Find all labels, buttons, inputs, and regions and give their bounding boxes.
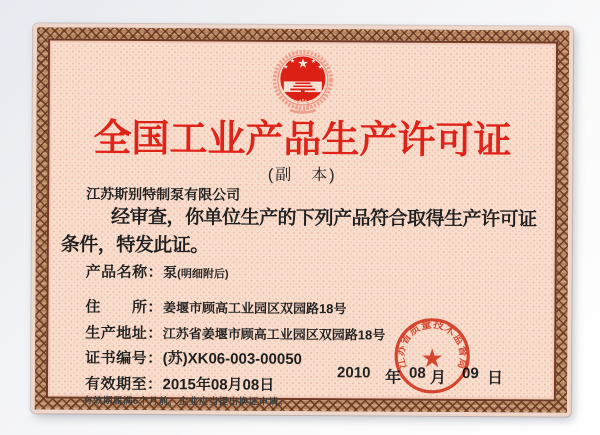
svg-text:江苏省质量技术监督局 <box>394 317 471 371</box>
issue-day: 09 <box>462 364 479 383</box>
seal-text: 江苏省质量技术监督局 <box>394 318 470 371</box>
issue-month: 08 <box>409 364 426 382</box>
issue-month-unit: 月 <box>429 369 447 387</box>
field-row-product-name <box>86 261 229 283</box>
field-value: 2015年08月08日 <box>162 376 275 394</box>
field-value: 姜堰市顾高工业园区双园路18号 <box>162 300 347 317</box>
product-name: 泵 <box>163 264 178 281</box>
field-value: 江苏省姜堰市顾高工业园区双园路18号 <box>162 326 386 343</box>
certificate-title: 全国工业产品生产许可证 <box>93 117 512 163</box>
issue-year: 2010 <box>337 364 371 382</box>
field-label: 产品名称： <box>85 263 164 282</box>
field-label: 住 所： <box>85 298 164 317</box>
certificate-pane <box>46 38 558 408</box>
company-name: 江苏斯别特制泵有限公司 <box>86 185 241 203</box>
field-label: 生产地址： <box>85 324 163 343</box>
certificate-content <box>50 42 554 408</box>
renewal-note: 有效期届满6个月前，企业应当提出换证申请。 <box>82 395 289 408</box>
field-label: 有效期至： <box>84 375 163 394</box>
statement-line-1: 经审查，你单位生产的下列产品符合取得生产许可证 <box>110 206 537 231</box>
field-label: 证书编号： <box>85 349 163 368</box>
issue-year-unit: 年 <box>384 369 402 387</box>
product-name-suffix: (明细附后) <box>177 268 229 281</box>
issue-date <box>50 362 552 387</box>
field-value <box>163 265 228 280</box>
issue-day-unit: 日 <box>486 370 504 388</box>
certificate-border <box>35 27 569 412</box>
statement-line-2: 条件，特发此证。 <box>60 234 209 257</box>
field-value: (苏)XK06-003-00050 <box>162 350 302 369</box>
national-emblem-icon <box>272 50 334 118</box>
field-row-residence <box>85 296 346 319</box>
certificate-subtitle: (副 本) <box>267 166 337 185</box>
official-seal-icon <box>392 316 472 396</box>
license-certificate <box>31 23 573 416</box>
field-row-production-address <box>85 322 385 345</box>
